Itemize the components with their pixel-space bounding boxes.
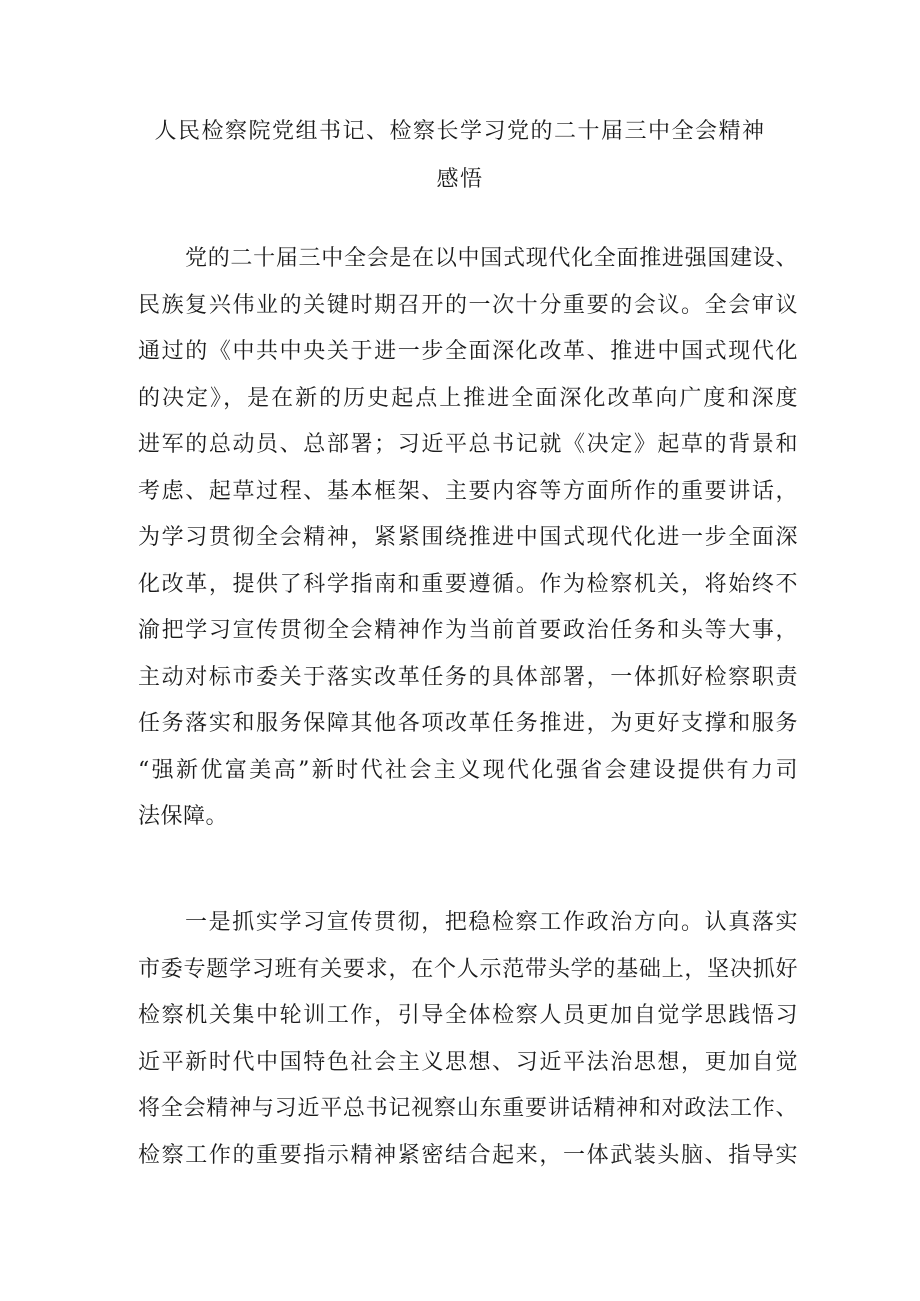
paragraph-line: 检察机关集中轮训工作，引导全体检察人员更加自觉学思践悟习 — [138, 1003, 798, 1028]
paragraph-line: 一是抓实学习宣传贯彻，把稳检察工作政治方向。认真落实 — [185, 910, 798, 935]
paragraph-line: 化改革，提供了科学指南和重要遵循。作为检察机关，将始终不 — [138, 571, 798, 597]
paragraph-line: 进军的总动员、总部署；习近平总书记就《决定》起草的背景和 — [138, 432, 798, 457]
paragraph-line: 渝把学习宣传贯彻全会精神作为当前首要政治任务和头等大事， — [138, 618, 798, 643]
paragraph-line: 任务落实和服务保障其他各项改革任务推进，为更好支撑和服务 — [138, 711, 798, 736]
paragraph-intro — [138, 236, 798, 841]
paragraph-line: 通过的《中共中央关于进一步全面深化改革、推进中国式现代化 — [138, 339, 798, 364]
document-title-line-1: 人民检察院党组书记、检察长学习党的二十届三中全会精神 — [154, 119, 766, 144]
paragraph-line: 市委专题学习班有关要求，在个人示范带头学的基础上，坚决抓好 — [138, 956, 798, 982]
paragraph-line: 检察工作的重要指示精神紧密结合起来，一体武装头脑、指导实 — [138, 1142, 798, 1168]
paragraph-line: 法保障。 — [138, 804, 229, 829]
paragraph-line: 民族复兴伟业的关键时期召开的一次十分重要的会议。全会审议 — [138, 292, 798, 318]
paragraph-line: “强新优富美高”新时代社会主义现代化强省会建设提供有力司 — [138, 757, 798, 783]
paragraph-line: 将全会精神与习近平总书记视察山东重要讲话精神和对政法工作、 — [138, 1096, 798, 1121]
paragraph-line: 主动对标市委关于落实改革任务的具体部署，一体抓好检察职责 — [138, 664, 798, 690]
paragraph-line: 党的二十届三中全会是在以中国式现代化全面推进强国建设、 — [185, 246, 798, 271]
paragraph-line: 近平新时代中国特色社会主义思想、习近平法治思想，更加自觉 — [138, 1049, 798, 1075]
paragraph-point-one — [138, 900, 798, 1179]
paragraph-line: 的决定》，是在新的历史起点上推进全面深化改革向广度和深度 — [138, 385, 798, 411]
document-title-line-2: 感悟 — [436, 167, 484, 192]
paragraph-line: 为学习贯彻全会精神，紧紧围绕推进中国式现代化进一步全面深 — [138, 525, 798, 550]
paragraph-line: 考虑、起草过程、基本框架、主要内容等方面所作的重要讲话， — [138, 478, 798, 504]
